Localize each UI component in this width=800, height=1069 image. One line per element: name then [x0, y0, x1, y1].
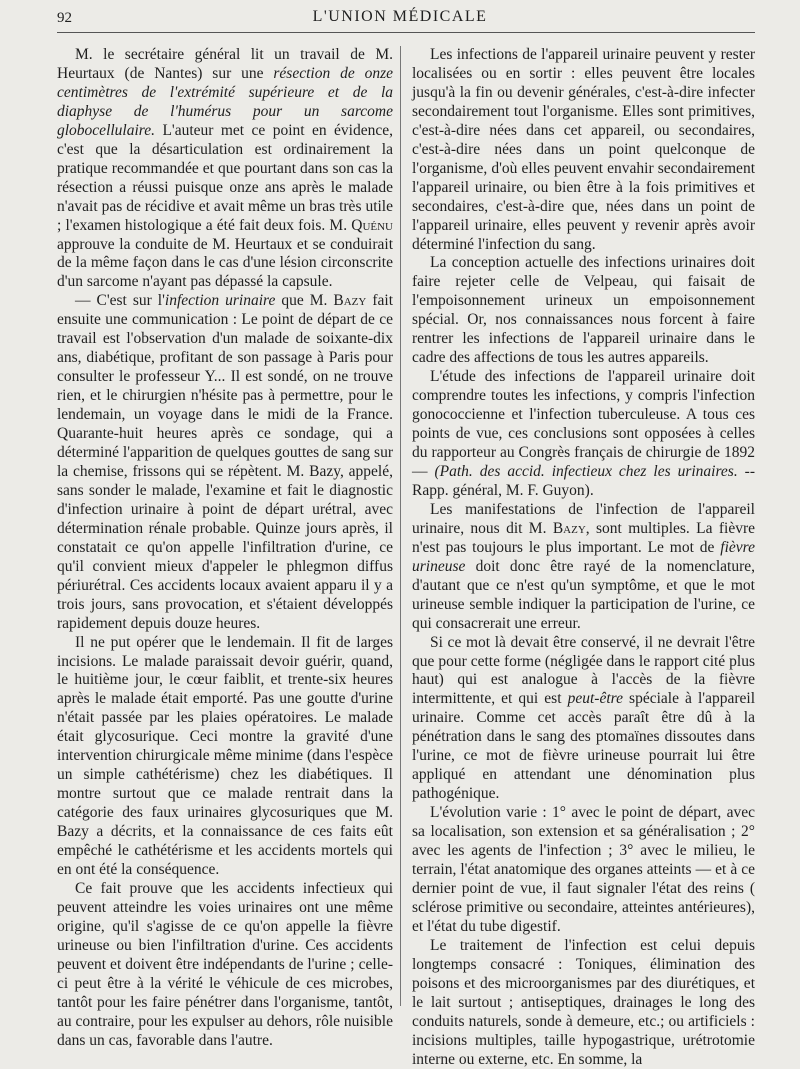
left-paragraph-2: — C'est sur l'infection urinaire que M. Bazy fait ensuite une communication : Le point de départ de ce travail est l'observation d'un malade de soixante-dix ans, diabétique, profitant de son passage à Paris pour consulter le professeur Y... Il est sondé, on ne trouve rien, et le chirurgien n'hésite pas à permettre, pour le lendemain, un voyage dans le midi de la France. Quarante-huit heures après ce sondage, qui a déterminé l'apparition de quelques gouttes de sang sur la chemise, frissons qui se répètent. M. Bazy, appelé, sans sonder le malade, l'examine et fait le diagnostic d'infection urinaire à point de départ urétral, avec détermination rénale probable. Quinze jours après, il constatait ce qu'on appelle l'infiltration d'urine, ce qu'il convient mieux d'appeler le phlegmon diffus périurétral. Ces accidents locaux avaient apparu il y a trois jours, sans provocation, et s'étaient développés rapidement depuis douze heures. — [57, 292, 393, 632]
page-number: 92 — [57, 10, 72, 26]
right-paragraph-7: Le traitement de l'infection est celui depuis longtemps consacré : Toniques, élimination des poisons et des microorganismes par des diurétiques, et le lait surtout ; antiseptiques, drainages le long des conduits naturels, sonde à demeure, etc.; ou artificiels : incisions multiples, taille hypogastrique, urétrotomie interne ou externe, etc. En somme, la — [412, 936, 755, 1068]
right-paragraph-1: Les infections de l'appareil urinaire peuvent y rester localisées ou en sortir : elles peuvent être locales jusqu'à la fin ou devenir générales, c'est-à-dire infecter secondairement tout l'organisme. Elles sont primitives, c'est-à-dire nées dans cet appareil, ou secondaires, c'est-à-dire nées dans un point quelconque de l'organisme, d'où elles peuvent envahir secondairement l'appareil urinaire, ou bien être à la fois primitives et secondaires, c'est-à-dire que, nées dans un point de l'appareil urinaire, elles peuvent y revenir après avoir déterminé l'infection du sang. — [412, 46, 755, 253]
header-rule — [57, 32, 755, 33]
column-divider — [400, 46, 401, 1006]
left-paragraph-1: M. le secrétaire général lit un travail de M. Heurtaux (de Nantes) sur une résection de onze centimètres de l'extrémité supérieure et de la diaphyse de l'humérus pour un sarcome globocellulaire. L'auteur met ce point en évidence, c'est que la désarticulation est ordinairement la pratique recommandée et que pourtant dans son cas la résection a réussi puisque onze ans après le malade n'avait pas de récidive et avait même un bras très utile ; l'examen histologique a été fait deux fois. M. Quénu approuve la conduite de M. Heurtaux et se conduirait de la même façon dans le cas d'une lésion circonscrite d'un sarcome n'ayant pas dépassé la capsule. — [57, 46, 393, 291]
left-paragraph-4: Ce fait prouve que les accidents infectieux qui peuvent atteindre les voies urinaires ont une même origine, qu'il s'agisse de ce qu'on appelle la fièvre urineuse ou bien l'infiltration d'urine. Ces accidents peuvent et doivent être indépendants de l'urine ; celle-ci peut être à la vérité le véhicule de ces microbes, tantôt pour les faire pénétrer dans l'organisme, tantôt, au contraire, pour les expulser au dehors, rôle nuisible dans un cas, favorable dans l'autre. — [57, 879, 393, 1049]
right-column — [412, 46, 755, 1069]
right-paragraph-3: L'étude des infections de l'appareil urinaire doit comprendre toutes les infections, y compris l'infection gonococcienne et l'infection tuberculeuse. A tous ces points de vue, ces conclusions sont opposées à celles du rapporteur au Congrès français de chirurgie de 1892 — (Path. des accid. infectieux chez les urinaires. -- Rapp. général, M. F. Guyon). — [412, 368, 755, 499]
running-title: L'UNION MÉDICALE — [312, 8, 488, 25]
right-paragraph-2: La conception actuelle des infections urinaires doit faire rejeter celle de Velpeau, qui faisait de l'empoisonnement urineux un empoisonnement spécial. Or, nos connaissances nous forcent à faire rentrer les infections de l'appareil urinaire dans le cadre des affections de tous les autres appareils. — [412, 254, 755, 367]
left-paragraph-3: Il ne put opérer que le lendemain. Il fit de larges incisions. Le malade paraissait devoir guérir, quand, le huitième jour, le cœur faiblit, et trente-six heures après le malade était emporté. Pas une goutte d'urine n'était passée par les plaies opératoires. Le malade était glycosurique. Ceci montre la gravité d'une intervention chirurgicale même minime (dans l'espèce un simple cathétérisme) chez les diabétiques. Il montre surtout que ce malade rentrait dans la catégorie des faux urinaires glycosuriques que M. Bazy a décrits, et la connaissance de ces faits eût empêché le cathétérisme et les accidents mortels qui en ont été la conséquence. — [57, 633, 393, 878]
page-header — [0, 6, 800, 30]
right-paragraph-4: Les manifestations de l'infection de l'appareil urinaire, nous dit M. Bazy, sont multiples. La fièvre n'est pas toujours le plus important. Le mot de fièvre urineuse doit donc être rayé de la nomenclature, d'autant que ce n'est qu'un symptôme, et que le mot urineuse semble indiquer la participation de l'urine, ce qui consacrerait une erreur. — [412, 500, 755, 632]
right-paragraph-5: Si ce mot là devait être conservé, il ne devrait l'être que pour cette forme (négligée dans le rapport cité plus haut) qui est analogue à l'accès de la fièvre intermittente, et qui est peut-être spéciale à l'appareil urinaire. Comme cet accès paraît être dû à la pénétration dans le sang des ptomaïnes dissoutes dans l'urine, ce mot de fièvre urineuse pourrait lui être appliqué en attendant une dénomination plus pathogénique. — [412, 633, 756, 803]
right-paragraph-6: L'évolution varie : 1° avec le point de départ, avec sa localisation, son extension et sa généralisation ; 2° avec les agents de l'infection ; 3° avec le milieu, le terrain, l'état anatomique des organes atteints — et à ce dernier point de vue, il faut signaler l'état des reins ( sclérose primitive ou secondaire, atteintes antérieures), et l'état du tube digestif. — [412, 804, 755, 935]
left-column — [57, 46, 393, 1051]
